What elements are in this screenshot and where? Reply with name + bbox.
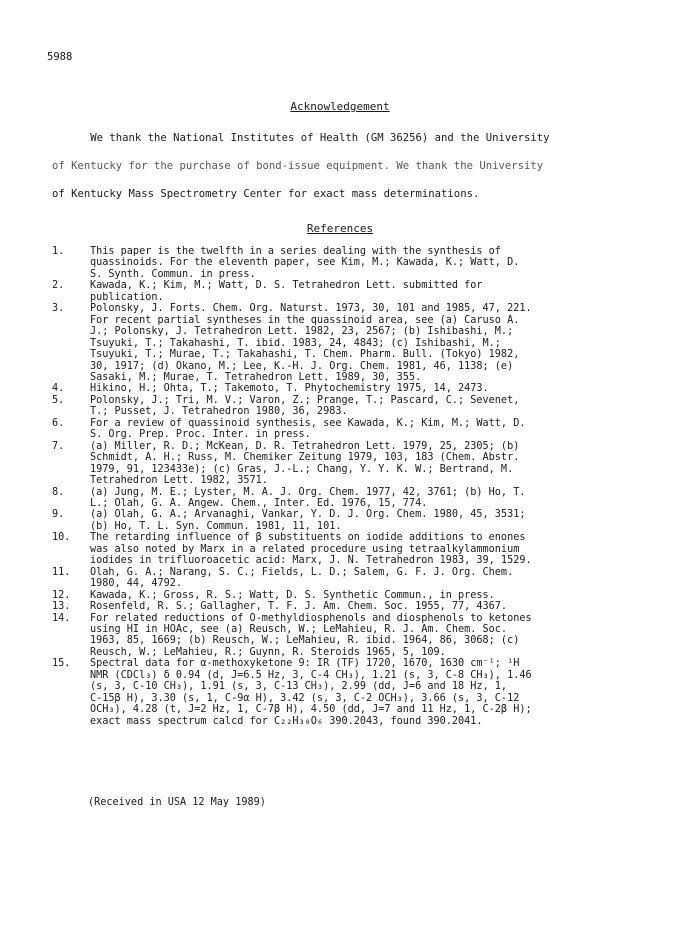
reference-number: 11. <box>52 566 71 578</box>
reference-number: 7. <box>52 440 65 452</box>
reference-number: 5. <box>52 394 65 406</box>
reference-item <box>52 418 637 441</box>
reference-line: Sasaki, M.; Murae, T. Tetrahedron Lett. 1989, 30, 355. <box>90 371 422 383</box>
reference-line: Tsuyuki, T.; Murae, T.; Takahashi, T. Chem. Pharm. Bull. (Tokyo) 1982, <box>90 349 520 361</box>
reference-item <box>52 509 637 532</box>
reference-line: (a) Miller, R. D.; McKean, D. R. Tetrahedron Lett. 1979, 25, 2305; (b) <box>90 440 520 452</box>
reference-text <box>90 658 637 727</box>
reference-text <box>90 601 637 612</box>
reference-line: quassinoids. For the eleventh paper, see Kim, M.; Kawada, K.; Watt, D. <box>90 257 520 269</box>
ack-line: We thank the National Institutes of Health (GM 36256) and the University <box>52 132 550 144</box>
reference-item <box>52 601 637 612</box>
acknowledgement-body <box>52 124 632 208</box>
reference-line: 1980, 44, 4792. <box>90 578 183 590</box>
reference-text <box>90 509 637 532</box>
reference-number: 14. <box>52 612 71 624</box>
reference-number: 13. <box>52 601 71 613</box>
reference-line: Kawada, K.; Gross, R. S.; Watt, D. S. Synthetic Commun., in press. <box>90 589 495 601</box>
reference-item <box>52 280 637 303</box>
reference-line: This paper is the twelfth in a series dealing with the synthesis of <box>90 246 501 257</box>
reference-line: NMR (CDCl₃) δ 0.94 (d, J=6.5 Hz, 3, C-4 CH₃), 1.21 (s, 3, C-8 CH₃), 1.46 <box>90 669 532 681</box>
reference-line: Rosenfeld, R. S.; Gallagher, T. F. J. Am. Chem. Soc. 1955, 77, 4367. <box>90 601 508 613</box>
reference-line: C-15β H), 3.30 (s, 1, C-9α H), 3.42 (s, 3, C-2 OCH₃), 3.66 (s, 3, C-12 <box>90 692 520 704</box>
reference-line: Hikino, H.; Ohta, T.; Takemoto, T. Phytochemistry 1975, 14, 2473. <box>90 383 489 395</box>
reference-text <box>90 567 637 590</box>
reference-text <box>90 532 637 566</box>
reference-item <box>52 567 637 590</box>
reference-line: Tetrahedron Lett. 1982, 3571. <box>90 475 268 487</box>
received-date: (Received in USA 12 May 1989) <box>88 797 266 808</box>
reference-line: using HI in HOAc, see (a) Reusch, W.; LeMahieu, R. J. Am. Chem. Soc. <box>90 623 508 635</box>
reference-line: Schmidt, A. H.; Russ, M. Chemiker Zeitung 1979, 103, 183 (Chem. Abstr. <box>90 452 520 464</box>
reference-line: J.; Polonsky, J. Tetrahedron Lett. 1982, 23, 2567; (b) Ishibashi, M.; <box>90 326 514 338</box>
reference-number: 3. <box>52 303 65 315</box>
reference-line: 1979, 91, 123433e); (c) Gras, J.-L.; Chang, Y. Y. K. W.; Bertrand, M. <box>90 463 514 475</box>
reference-line: (a) Olah, G. A.; Arvanaghi, Vankar, Y. D. J. Org. Chem. 1980, 45, 3531; <box>90 509 526 521</box>
reference-line: exact mass spectrum calcd for C₂₂H₃₀O₆ 390.2043, found 390.2041. <box>90 715 483 727</box>
reference-item <box>52 383 637 394</box>
reference-line: Reusch, W.; LeMahieu, R.; Guynn, R. Steroids 1965, 5, 109. <box>90 646 446 658</box>
reference-text <box>90 246 637 280</box>
page-number: 5988 <box>47 51 73 63</box>
reference-line: iodides in trifluoroacetic acid: Marx, J. N. Tetrahedron 1983, 39, 1529. <box>90 555 532 567</box>
reference-item <box>52 395 637 418</box>
reference-line: publication. <box>90 291 164 303</box>
reference-line: For related reductions of O-methyldiosphenols and diosphenols to ketones <box>90 612 532 624</box>
reference-line: S. Synth. Commun. in press. <box>90 268 256 280</box>
reference-line: Olah, G. A.; Narang, S. C.; Fields, L. D.; Salem, G. F. J. Org. Chem. <box>90 566 514 578</box>
reference-line: (s, 3, C-10 CH₃), 1.91 (s, 3, C-13 CH₃), 2.99 (dd, J=6 and 18 Hz, 1, <box>90 681 508 693</box>
reference-line: Polonsky, J. Forts. Chem. Org. Naturst. 1973, 30, 101 and 1985, 47, 221. <box>90 303 532 315</box>
reference-line: For recent partial syntheses in the quassinoid area, see (a) Caruso A. <box>90 314 520 326</box>
reference-item <box>52 613 637 659</box>
reference-number: 8. <box>52 486 65 498</box>
acknowledgement-heading: Acknowledgement <box>290 100 390 113</box>
reference-item <box>52 658 637 727</box>
reference-line: Polonsky, J.; Tri, M. V.; Varon, Z.; Prange, T.; Pascard, C.; Sevenet, <box>90 394 520 406</box>
reference-number: 6. <box>52 417 65 429</box>
reference-text <box>90 383 637 394</box>
reference-item <box>52 590 637 601</box>
reference-number: 10. <box>52 532 71 544</box>
reference-line: was also noted by Marx in a related procedure using tetraalkylammonium <box>90 543 520 555</box>
reference-line: For a review of quassinoid synthesis, see Kawada, K.; Kim, M.; Watt, D. <box>90 417 526 429</box>
reference-line: S. Org. Prep. Proc. Inter. in press. <box>90 429 311 441</box>
reference-number: 9. <box>52 509 65 521</box>
reference-line: Kawada, K.; Kim, M.; Watt, D. S. Tetrahedron Lett. submitted for <box>90 280 483 292</box>
reference-number: 15. <box>52 658 71 670</box>
reference-line: T.; Pusset, J. Tetrahedron 1980, 36, 2983. <box>90 406 348 418</box>
reference-number: 4. <box>52 383 65 395</box>
reference-text <box>90 590 637 601</box>
reference-item <box>52 441 637 487</box>
reference-item <box>52 303 637 383</box>
reference-line: 1963, 85, 1669; (b) Reusch, W.; LeMahieu, R. ibid. 1964, 86, 3068; (c) <box>90 635 520 647</box>
reference-text <box>90 418 637 441</box>
reference-item <box>52 487 637 510</box>
reference-text <box>90 441 637 487</box>
reference-number: 2. <box>52 280 65 292</box>
ack-line: of Kentucky for the purchase of bond-issue equipment. We thank the University <box>52 160 544 172</box>
ack-line: of Kentucky Mass Spectrometry Center for exact mass determinations. <box>52 188 480 200</box>
reference-number: 12. <box>52 589 71 601</box>
reference-item <box>52 246 637 280</box>
reference-text <box>90 487 637 510</box>
reference-line: (a) Jung, M. E.; Lyster, M. A. J. Org. Chem. 1977, 42, 3761; (b) Ho, T. <box>90 486 526 498</box>
reference-line: L.; Olah, G. A. Angew. Chem., Inter. Ed. 1976, 15, 774. <box>90 497 428 509</box>
reference-text <box>90 303 637 383</box>
reference-line: Spectral data for α-methoxyketone 9: IR (TF) 1720, 1670, 1630 cm⁻¹; ¹H <box>90 658 520 670</box>
reference-line: (b) Ho, T. L. Syn. Commun. 1981, 11, 101. <box>90 520 342 532</box>
references-list <box>52 246 637 727</box>
reference-line: The retarding influence of β substituents on iodide additions to enones <box>90 532 526 544</box>
reference-text <box>90 280 637 303</box>
reference-line: Tsuyuki, T.; Takahashi, T. ibid. 1983, 24, 4843; (c) Ishibashi, M.; <box>90 337 501 349</box>
reference-line: 30, 1917; (d) Okano, M.; Lee, K.-H. J. Org. Chem. 1981, 46, 1138; (e) <box>90 360 514 372</box>
reference-number: 1. <box>52 246 65 257</box>
references-heading: References <box>306 222 374 235</box>
reference-line: OCH₃), 4.28 (t, J=2 Hz, 1, C-7β H), 4.50 (dd, J=7 and 11 Hz, 1, C-2β H); <box>90 704 532 716</box>
reference-item <box>52 532 637 566</box>
reference-text <box>90 395 637 418</box>
reference-text <box>90 613 637 659</box>
